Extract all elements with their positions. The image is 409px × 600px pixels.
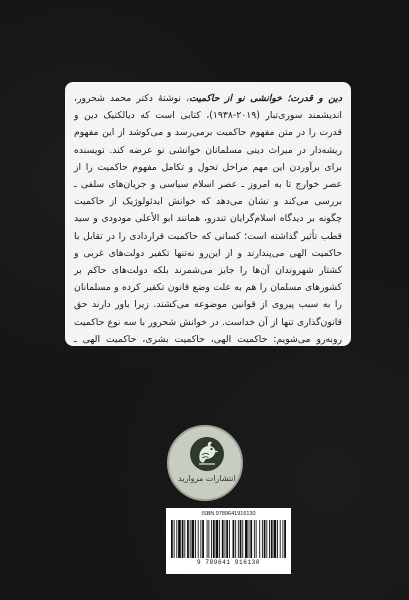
barcode-bar <box>229 520 230 558</box>
barcode-digits: 9 789641 916130 <box>196 559 260 566</box>
blurb-book-title: دین و قدرت؛ خوانشی نو از حاکمیت <box>189 93 343 104</box>
barcode-bar <box>274 520 277 558</box>
barcode-bar <box>171 520 173 558</box>
barcode-bar <box>207 520 208 558</box>
barcode-bar <box>259 520 260 558</box>
barcode-bar <box>224 520 225 558</box>
barcode-bar <box>195 520 196 558</box>
barcode-bar <box>211 520 212 558</box>
barcode-bar <box>262 520 263 558</box>
barcode-bar <box>235 520 236 558</box>
barcode-bar <box>200 520 201 558</box>
barcode-bar <box>280 520 281 558</box>
barcode-bar <box>176 520 177 558</box>
barcode-bar <box>208 520 209 558</box>
barcode-bar <box>266 520 267 558</box>
barcode-bar <box>178 520 181 558</box>
blurb-body: ، نوشتهٔ دکتر محمد شحرور، اندیشمند سوری‌تبار (۲۰۱۹-۱۹۳۸)، کتابی است که دیالکتیک دین و قدرت را در متن مفهوم حاکمیت برمی‌رسد و می‌کوشد از این مفهوم ریشه‌دار در میراث دینی مسلمانان خوانشی نو عرضه کند. نویسنده برای برآوردن این مهم مراحل تحول و تکامل مفهوم حاکمیت را از عصر خوارج تا به امروز ـ عصر اسلام سیاسی و جریان‌های سلفی ـ بررسی می‌کند و نشان می‌دهد که خوانش ایدئولوژیک از حاکمیت چگونه بر دیدگاه اسلام‌گرایان تندرو، همانند ابو الأعلی مودودی و سید قطب تأثیر گذاشته است؛ کسانی که حاکمیت قراردادی را در تقابل با حاکمیت الهی می‌پندارند و از این‌رو نه‌تنها تکفیر دولت‌های غربی و کشتار شهروندان آن‌ها را جایز می‌شمرند بلکه دولت‌های حاکم بر کشورهای مسلمان را هم به علت وضع قانون تکفیر کرده و مسلمانان را به سبب پیروی از قوانین موضوعه می‌کشند. زیرا باور دارند حق قانون‌گذاری تنها از آن خداست. در خوانش شحرور با سه نوع حاکمیت روبه‌رو می‌شویم: حاکمیت الهی، حاکمیت بشری، حاکمیت الهی ـ بشری. <box>74 93 342 363</box>
barcode-bar <box>219 520 220 558</box>
barcode-bar <box>256 520 257 558</box>
barcode-bar <box>282 520 283 558</box>
barcode-bar <box>284 520 286 558</box>
barcode-bar <box>222 520 224 558</box>
barcode-bar <box>202 520 204 558</box>
barcode-bar <box>242 520 243 558</box>
blurb-paragraph <box>74 90 342 365</box>
barcode-bar <box>233 520 235 558</box>
barcode-bar <box>187 520 189 558</box>
barcode-bar <box>192 520 195 558</box>
barcode-bars <box>171 520 286 558</box>
barcode-bar <box>245 520 248 558</box>
barcode-bar <box>254 520 255 558</box>
barcode-bar <box>271 520 273 558</box>
barcode-bar <box>269 520 270 558</box>
barcode-bar <box>250 520 252 558</box>
barcode-bar <box>182 520 184 558</box>
barcode-bar <box>216 520 219 558</box>
barcode-bar <box>198 520 199 558</box>
publisher-logo <box>167 425 243 501</box>
isbn-barcode <box>166 508 291 574</box>
barcode-bar <box>240 520 242 558</box>
blurb-panel <box>65 82 351 363</box>
barcode-bar <box>249 520 250 558</box>
barcode-bar <box>184 520 185 558</box>
barcode-bar <box>264 520 266 558</box>
barcode-bar <box>213 520 215 558</box>
bird-emblem-icon <box>190 437 224 471</box>
isbn-label: ISBN 9789641916130 <box>201 511 256 517</box>
publisher-name: انتشارات مروارید <box>178 474 236 483</box>
barcode-bar <box>174 520 175 558</box>
barcode-bar <box>190 520 191 558</box>
barcode-bar <box>277 520 278 558</box>
barcode-bar <box>238 520 239 558</box>
barcode-bar <box>226 520 228 558</box>
